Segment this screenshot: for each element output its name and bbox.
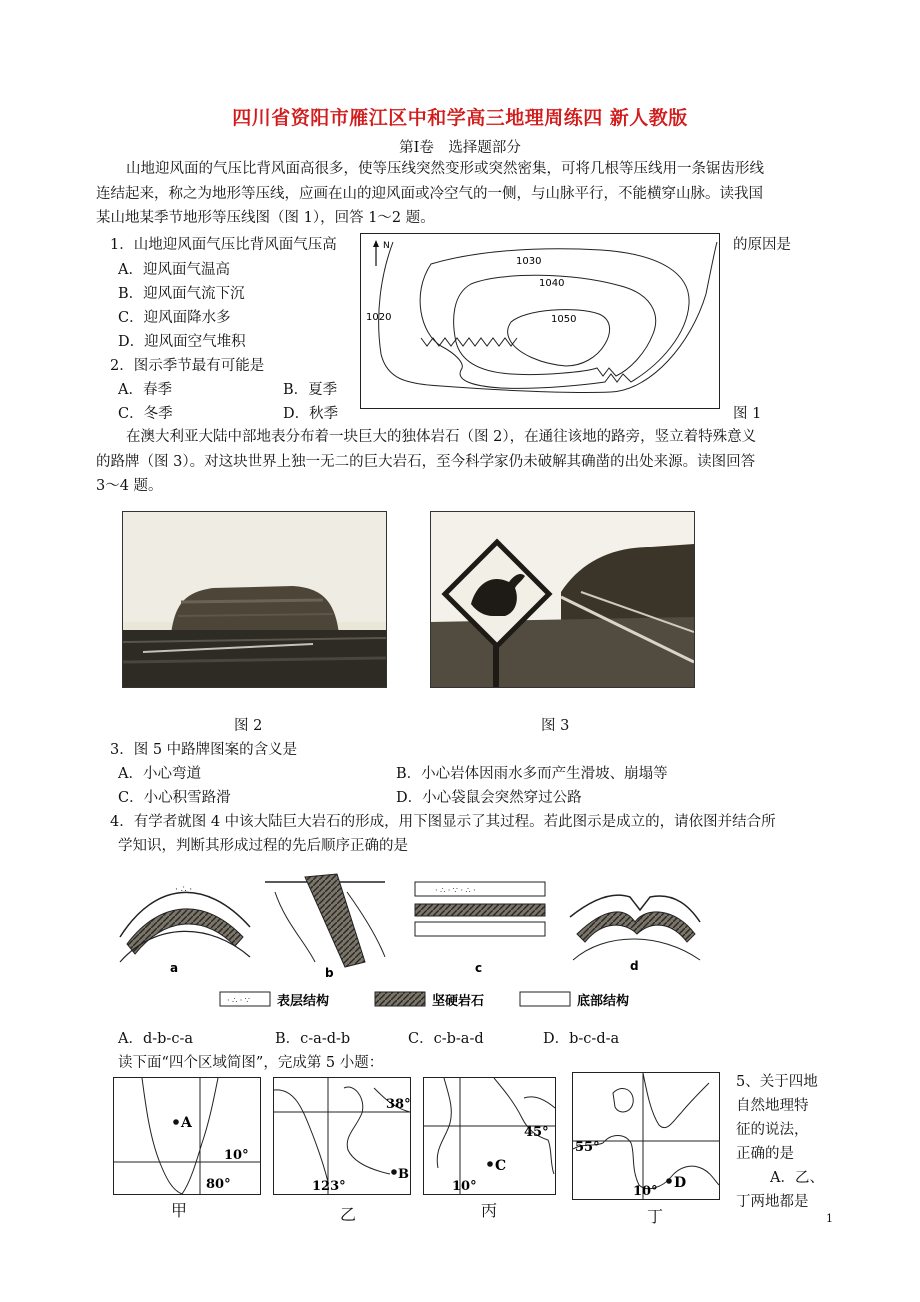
q1-option-c[interactable]: C．迎风面降水多	[118, 310, 231, 326]
q2-option-d[interactable]: D．秋季	[283, 406, 339, 422]
point-b-marker	[391, 1169, 397, 1175]
q4-option-b[interactable]: B．c-a-d-b	[275, 1031, 351, 1047]
q5-intro: 读下面“四个区域简图”，完成第 5 小题：	[118, 1055, 384, 1071]
intro1-line: 山地迎风面的气压比背风面高很多，使等压线突然变形或突然密集，可将几根等压线用一条锯齿形线	[126, 161, 764, 177]
legend-label-hard-rock: 坚硬岩石	[432, 994, 485, 1009]
q5-side-line: 丁两地都是	[736, 1194, 809, 1210]
rock-illustration	[123, 512, 386, 687]
q5-side-line: 5、关于四地	[736, 1074, 818, 1090]
panel-label-a: a	[170, 961, 179, 975]
isobar-label-1020: 1020	[366, 312, 392, 323]
region-map-bing	[423, 1077, 556, 1195]
page-number: 1	[826, 1212, 833, 1225]
isobar-label-1030: 1030	[516, 256, 542, 267]
q4-stem-line1: 4．有学者就图 4 中该大陆巨大岩石的形成，用下图显示了其过程。若此图示是成立的，请依图并结合所	[110, 814, 776, 830]
q2-option-c[interactable]: C．冬季	[118, 406, 173, 422]
figure-3-caption: 图 3	[541, 718, 570, 734]
q4-option-c[interactable]: C．c-b-a-d	[408, 1031, 484, 1047]
isobar-1020-line	[379, 242, 717, 392]
svg-text:· ∴ ·: · ∴ ·	[175, 885, 193, 895]
point-b-label: B	[398, 1167, 409, 1182]
q2-stem: 2．图示季节最有可能是	[110, 358, 265, 374]
intro-paragraph-2	[96, 425, 836, 499]
q2-option-a[interactable]: A．春季	[118, 382, 172, 398]
q1-option-b[interactable]: B．迎风面气流下沉	[118, 286, 245, 302]
panel-label-b: b	[325, 966, 334, 980]
intro2-line: 3～4 题。	[96, 478, 163, 494]
document-title: 四川省资阳市雁江区中和学高三地理周练四 新人教版	[232, 107, 688, 129]
q1-option-a[interactable]: A．迎风面气温高	[118, 262, 230, 278]
lon-label-bing: 10°	[452, 1179, 477, 1194]
intro2-line: 在澳大利亚大陆中部地表分布着一块巨大的独体岩石（图 2），在通往该地的路旁，竖立着特殊意义	[126, 429, 757, 445]
q5-side-line: 正确的是	[736, 1146, 794, 1162]
point-c-marker	[487, 1161, 493, 1167]
point-a-marker	[173, 1119, 179, 1125]
svg-text:· ∴ · ∵: · ∴ · ∵	[227, 996, 250, 1005]
isobar-1040-line	[454, 275, 656, 376]
panel-a	[120, 885, 250, 962]
north-arrowhead-icon	[373, 240, 379, 247]
q3-option-a[interactable]: A．小心弯道	[118, 766, 201, 782]
panel-label-c: c	[475, 961, 483, 975]
roadsign-illustration	[431, 512, 694, 687]
q4-option-a[interactable]: A．d-b-c-a	[118, 1031, 193, 1047]
q1-stem: 1．山地迎风面气压比背风面气压高	[110, 237, 337, 253]
lat-label-bing: 45°	[524, 1125, 549, 1140]
intro-paragraph-1	[96, 157, 836, 231]
north-label: N	[383, 241, 390, 251]
q3-stem: 3．图 5 中路牌图案的含义是	[110, 742, 298, 758]
intro1-line: 连结起来，称之为地形等压线，应画在山的迎风面或冷空气的一侧，与山脉平行，不能横穿山脉。读我国	[96, 185, 763, 202]
legend-swatch-hard-rock	[375, 992, 425, 1006]
q3-option-b[interactable]: B．小心岩体因雨水多而产生滑坡、崩塌等	[396, 766, 668, 782]
lat-label-jia: 10°	[224, 1148, 249, 1163]
q5-side-line: 征的说法，	[736, 1122, 809, 1138]
figure-2-rock-photo	[122, 511, 387, 688]
formation-panels	[115, 862, 705, 1014]
map-name-yi: 乙	[340, 1205, 357, 1224]
isobar-label-1040: 1040	[539, 278, 565, 289]
svg-text:· ∴ · ∵ · ∴ ·: · ∴ · ∵ · ∴ ·	[435, 886, 476, 895]
point-d-label: D	[674, 1175, 687, 1191]
region-map-yi	[273, 1077, 411, 1195]
q5-option-a-line[interactable]: A．乙、	[770, 1170, 824, 1186]
panel-b	[265, 874, 385, 967]
figure-4-formation-diagram	[115, 862, 705, 1014]
panel-d	[570, 895, 700, 960]
panel-c	[415, 882, 545, 936]
intro2-line: 的路牌（图 3）。对这块世界上独一无二的巨大岩石，至今科学家仍未破解其确凿的出处来源。读图回答	[96, 453, 756, 470]
lon-label-yi: 123°	[312, 1179, 346, 1194]
lat-label-ding: 55°	[575, 1140, 600, 1155]
map-name-ding: 丁	[647, 1207, 664, 1226]
lon-label-jia: 80°	[206, 1177, 231, 1192]
isobar-label-1050: 1050	[551, 314, 577, 325]
q3-option-c[interactable]: C．小心积雪路滑	[118, 790, 231, 806]
q2-option-b[interactable]: B．夏季	[283, 382, 338, 398]
q4-stem-line2: 学知识，判断其形成过程的先后顺序正确的是	[118, 838, 408, 854]
map-name-bing: 丙	[481, 1201, 498, 1220]
region-map-ding	[572, 1072, 720, 1200]
q1-option-d[interactable]: D．迎风面空气堆积	[118, 334, 246, 350]
legend-label-base: 底部结构	[577, 994, 630, 1009]
map-name-jia: 甲	[171, 1201, 188, 1220]
lat-label-yi: 38°	[386, 1097, 410, 1112]
point-d-marker	[666, 1178, 672, 1184]
point-c-label: C	[495, 1158, 507, 1174]
region-map-jia	[113, 1077, 261, 1195]
q5-side-line: 自然地理特	[736, 1098, 809, 1114]
figure-3-roadsign-photo	[430, 511, 695, 688]
q3-option-d[interactable]: D．小心袋鼠会突然穿过公路	[396, 790, 582, 806]
point-a-label: A	[181, 1115, 192, 1131]
q4-option-d[interactable]: D．b-c-d-a	[543, 1031, 620, 1047]
sawtooth-terrain-isobar	[421, 338, 517, 346]
figure-2-caption: 图 2	[234, 718, 263, 734]
figure-1-caption: 图 1	[733, 406, 762, 422]
isobar-drawing	[361, 234, 719, 408]
lon-label-ding: 10°	[633, 1184, 658, 1199]
panel-label-d: d	[630, 959, 639, 973]
legend-label-surface: 表层结构	[277, 994, 330, 1009]
section-heading: 第Ⅰ卷 选择题部分	[399, 140, 521, 156]
legend-swatch-base	[520, 992, 570, 1006]
intro1-line: 某山地某季节地形等压线图（图 1），回答 1～2 题。	[96, 210, 435, 226]
q1-stem-tail: 的原因是	[733, 237, 791, 253]
figure-1-isobar-map	[360, 233, 720, 409]
